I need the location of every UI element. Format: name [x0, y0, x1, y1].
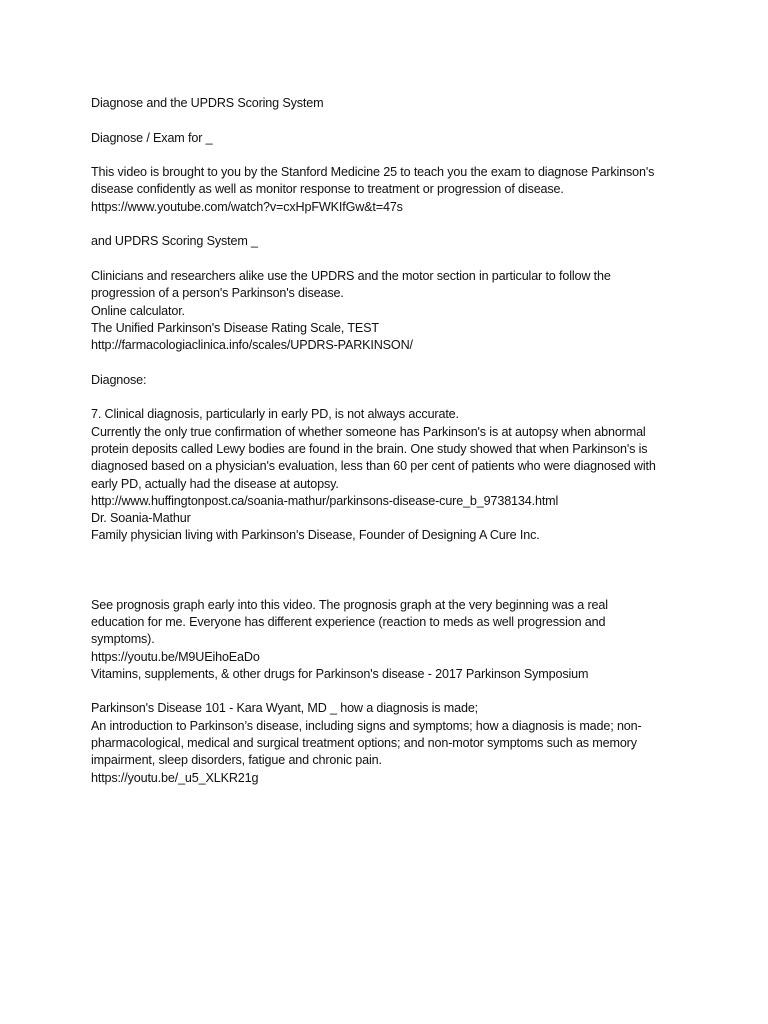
prognosis-paragraph — [91, 597, 691, 683]
exam-heading: Diagnose / Exam for _ — [91, 130, 213, 145]
document-page — [91, 95, 691, 787]
paragraph-line: progression of a person's Parkinson's disease. — [91, 286, 344, 301]
paragraph-line: symptoms). — [91, 632, 155, 647]
author-description: Family physician living with Parkinson's Disease, Founder of Designing A Cure Inc. — [91, 528, 540, 543]
diagnose-heading: Diagnose: — [91, 372, 147, 387]
updrs-calculator-link[interactable]: http://farmacologiaclinica.info/scales/UPDRS-PARKINSON/ — [91, 338, 413, 353]
video-title: Vitamins, supplements, & other drugs for Parkinson's disease - 2017 Parkinson Symposium — [91, 666, 589, 681]
pd101-video-link[interactable]: https://youtu.be/_u5_XLKR21g — [91, 770, 259, 785]
updrs-heading: and UPDRS Scoring System _ — [91, 234, 258, 249]
document-title: Diagnose and the UPDRS Scoring System — [91, 96, 324, 110]
paragraph-line: Clinicians and researchers alike use the UPDRS and the motor section in particular to follow the — [91, 268, 611, 283]
paragraph-line: Online calculator. — [91, 303, 185, 318]
paragraph-line: See prognosis graph early into this video. The prognosis graph at the very beginning was a real — [91, 597, 608, 612]
pd101-heading: Parkinson's Disease 101 - Kara Wyant, MD _ how a diagnosis is made; — [91, 701, 479, 716]
author-name: Dr. Soania-Mathur — [91, 511, 191, 526]
paragraph-line: diagnosed based on a physician's evaluation, less than 60 per cent of patients who were diagnosed with — [91, 459, 656, 474]
updrs-paragraph — [91, 268, 691, 354]
paragraph-line: pharmacological, medical and surgical treatment options; and non-motor symptoms such as memory — [91, 735, 637, 750]
paragraph-line: early PD, actually had the disease at autopsy. — [91, 476, 339, 491]
stanford-video-link[interactable]: https://www.youtube.com/watch?v=cxHpFWKIfGw&t=47s — [91, 199, 403, 214]
paragraph-line: An introduction to Parkinson’s disease, including signs and symptoms; how a diagnosis is made; non- — [91, 718, 642, 733]
paragraph-line: The Unified Parkinson's Disease Rating Scale, TEST — [91, 320, 379, 335]
paragraph-line: 7. Clinical diagnosis, particularly in early PD, is not always accurate. — [91, 407, 459, 422]
prognosis-video-link[interactable]: https://youtu.be/M9UEihoEaDo — [91, 649, 260, 664]
paragraph-line: disease confidently as well as monitor response to treatment or progression of disease. — [91, 182, 564, 197]
huffingtonpost-link[interactable]: http://www.huffingtonpost.ca/soania-mathur/parkinsons-disease-cure_b_9738134.html — [91, 493, 559, 508]
paragraph-line: protein deposits called Lewy bodies are found in the brain. One study showed that when Parkinson's is — [91, 441, 648, 456]
paragraph-line: education for me. Everyone has different experience (reaction to meds as well progression and — [91, 614, 606, 629]
paragraph-line: Currently the only true confirmation of whether someone has Parkinson's is at autopsy when abnormal — [91, 424, 646, 439]
paragraph-line: This video is brought to you by the Stanford Medicine 25 to teach you the exam to diagnose Parkinson's — [91, 165, 655, 180]
clinical-paragraph — [91, 406, 691, 544]
stanford-paragraph — [91, 164, 691, 216]
pd101-paragraph — [91, 700, 691, 786]
paragraph-line: impairment, sleep disorders, fatigue and chronic pain. — [91, 753, 382, 768]
